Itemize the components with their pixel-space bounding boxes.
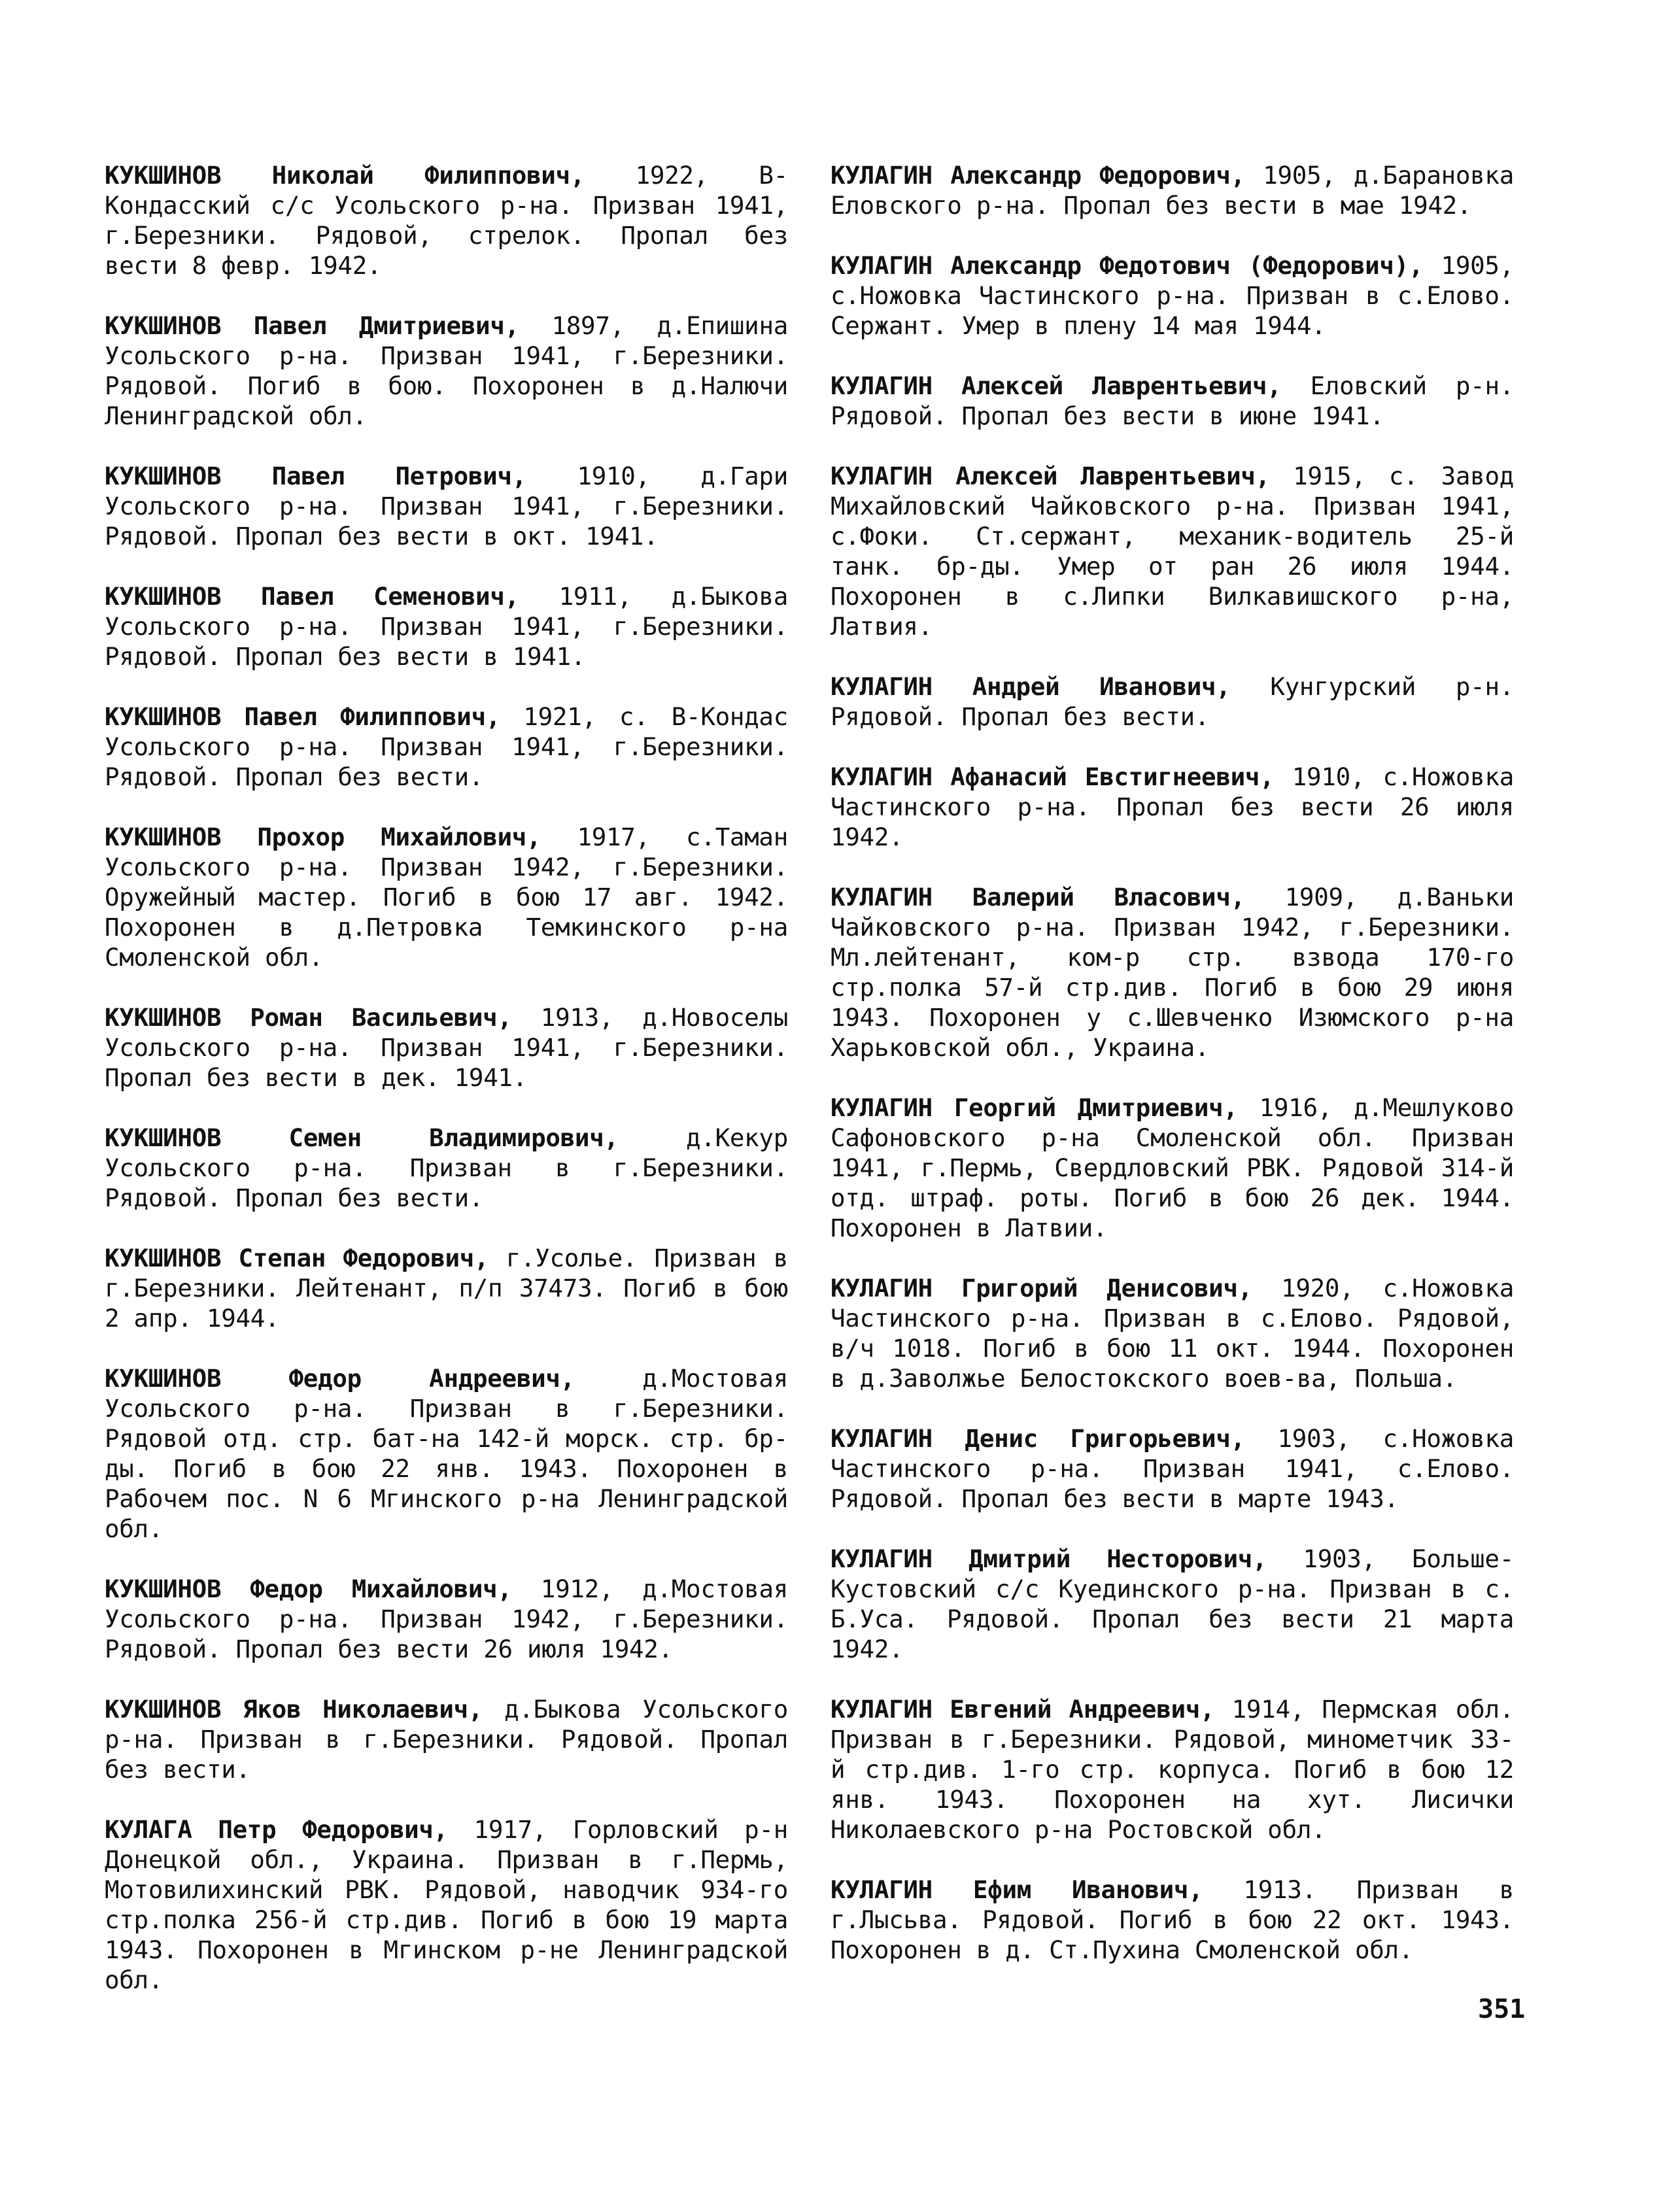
entry-text: 1910, с.Ножовка Частинского р-на. Пропал без вести 26 июля 1942. — [831, 762, 1514, 851]
entry-text: 1905, д.Барановка Еловского р-на. Пропал без вести в мае 1942. — [831, 161, 1514, 220]
entry-name: КУЛАГИН Александр Федотович (Федорович), — [831, 251, 1424, 280]
entry — [831, 762, 1514, 852]
entry — [105, 1243, 788, 1333]
right-column — [831, 160, 1514, 1995]
entry — [831, 672, 1514, 732]
entry-text: 1917, с.Таман Усольского р-на. Призван 1942, г.Березники. Оружейный мастер. Погиб в бою 17 авг. 1942. Похоронен в д.Петровка Темкинского р-на Смоленской обл. — [105, 823, 788, 972]
entry-name: КУКШИНОВ Степан Федорович, — [105, 1244, 489, 1272]
entry-text: Еловский р-н. Рядовой. Пропал без вести в июне 1941. — [831, 371, 1514, 430]
entry-text: 1903, с.Ножовка Частинского р-на. Призван 1941, с.Елово. Рядовой. Пропал без вести в марте 1943. — [831, 1424, 1515, 1513]
entry-text: г.Усолье. Призван в г.Березники. Лейтенант, п/п 37473. Погиб в бою 2 апр. 1944. — [105, 1244, 789, 1333]
entry-text: 1912, д.Мостовая Усольского р-на. Призван 1942, г.Березники. Рядовой. Пропал без вести 26 июля 1942. — [105, 1574, 788, 1663]
entry-text: д.Кекур Усольского р-на. Призван в г.Березники. Рядовой. Пропал без вести. — [105, 1123, 788, 1212]
entry-text: 1897, д.Епишина Усольского р-на. Призван 1941, г.Березники. Рядовой. Погиб в бою. Похоронен в д.Налючи Ленинградской обл. — [105, 311, 789, 430]
entry-name: КУКШИНОВ Павел Дмитриевич, — [105, 311, 519, 340]
entry — [831, 461, 1514, 641]
entry-name: КУЛАГИН Алексей Лаврентьевич, — [831, 462, 1270, 490]
entry — [105, 1814, 788, 1995]
entry-name: КУЛАГА Петр Федорович, — [105, 1815, 448, 1844]
entry-text: 1916, д.Мешлуково Сафоновского р-на Смоленской обл. Призван 1941, г.Пермь, Свердловский РВК. Рядовой 314-й отд. штраф. роты. Погиб в бою 26 дек. 1944. Похоронен в Латвии. — [831, 1093, 1514, 1242]
entry — [105, 1363, 788, 1544]
entry — [831, 882, 1514, 1063]
entry-name: КУКШИНОВ Федор Михайлович, — [105, 1574, 512, 1603]
entry-name: КУКШИНОВ Павел Семенович, — [105, 582, 519, 611]
entry-name: КУЛАГИН Григорий Денисович, — [831, 1274, 1253, 1302]
entry-text: 1910, д.Гари Усольского р-на. Призван 1941, г.Березники. Рядовой. Пропал без вести в окт. 1941. — [105, 462, 788, 551]
entry-name: КУЛАГИН Валерий Власович, — [831, 883, 1245, 911]
entry — [831, 1544, 1514, 1664]
entry — [105, 1574, 788, 1664]
entry — [831, 1423, 1514, 1514]
entry-name: КУКШИНОВ Николай Филиппович, — [105, 161, 585, 190]
entry-name: КУКШИНОВ Семен Владимирович, — [105, 1123, 619, 1152]
entry-name: КУКШИНОВ Павел Филиппович, — [105, 702, 501, 731]
entry-text: 1920, с.Ножовка Частинского р-на. Призван в с.Елово. Рядовой, в/ч 1018. Погиб в бою 11 окт. 1944. Похоронен в д.Заволжье Белостокского воев-ва, Польша. — [831, 1274, 1515, 1393]
entry-name: КУКШИНОВ Павел Петрович, — [105, 462, 527, 490]
entry — [831, 160, 1514, 220]
entry — [831, 1875, 1514, 1965]
entry — [105, 1694, 788, 1784]
entry — [105, 581, 788, 672]
entry-text: Кунгурский р-н. Рядовой. Пропал без вести. — [831, 672, 1514, 731]
entry-name: КУЛАГИН Денис Григорьевич, — [831, 1424, 1245, 1453]
entry-text: 1909, д.Ваньки Чайковского р-на. Призван 1942, г.Березники. Мл.лейтенант, ком-р стр. взвода 170-го стр.полка 57-й стр.див. Погиб в бою 29 июня 1943. Похоронен у с.Шевченко Изюмского р-на Харьковской обл., Украина. — [831, 883, 1514, 1062]
entry — [105, 822, 788, 972]
entry-text: 1913, д.Новоселы Усольского р-на. Призван 1941, г.Березники. Пропал без вести в дек. 1941. — [105, 1003, 788, 1092]
entry — [831, 1093, 1514, 1243]
entry-name: КУКШИНОВ Яков Николаевич, — [105, 1695, 483, 1724]
entry — [105, 1123, 788, 1213]
page-number: 351 — [1478, 1994, 1526, 2024]
entry-text: 1922, В-Кондасский с/с Усольского р-на. Призван 1941, г.Березники. Рядовой, стрелок. Пропал без вести 8 февр. 1942. — [105, 161, 788, 280]
entry-text: 1917, Горловский р-н Донецкой обл., Украина. Призван в г.Пермь, Мотовилихинский РВК. Рядовой, наводчик 934-го стр.полка 256-й стр.див. Погиб в бою 19 марта 1943. Похоронен в Мгинском р-не Ленинградской обл. — [105, 1815, 788, 1994]
entry-text: 1921, с. В-Кондас Усольского р-на. Призван 1941, г.Березники. Рядовой. Пропал без вести. — [105, 702, 788, 791]
entry — [105, 311, 788, 431]
entry-name: КУКШИНОВ Роман Васильевич, — [105, 1003, 512, 1032]
entry-name: КУЛАГИН Ефим Иванович, — [831, 1875, 1203, 1904]
entry-name: КУЛАГИН Афанасий Евстигнеевич, — [831, 762, 1275, 791]
entry — [105, 160, 788, 281]
entry — [831, 1273, 1514, 1393]
entry-name: КУЛАГИН Александр Федорович, — [831, 161, 1245, 190]
entry-text: 1905, с.Ножовка Частинского р-на. Призван в с.Елово. Сержант. Умер в плену 14 мая 1944. — [831, 251, 1514, 340]
entry-text: 1913. Призван в г.Лысьва. Рядовой. Погиб в бою 22 окт. 1943. Похоронен в д. Ст.Пухина Смоленской обл. — [831, 1875, 1514, 1964]
entry-text: д.Быкова Усольского р-на. Призван в г.Березники. Рядовой. Пропал без вести. — [105, 1695, 788, 1784]
left-column — [105, 160, 788, 2025]
entry-text: 1911, д.Быкова Усольского р-на. Призван 1941, г.Березники. Рядовой. Пропал без вести в 1941. — [105, 582, 788, 671]
entry — [105, 702, 788, 792]
entry — [831, 371, 1514, 431]
entry — [831, 250, 1514, 341]
entry-name: КУКШИНОВ Федор Андреевич, — [105, 1364, 575, 1393]
entry — [105, 461, 788, 551]
entry-text: 1914, Пермская обл. Призван в г.Березники. Рядовой, минометчик 33-й стр.див. 1-го стр. корпуса. Погиб в бою 12 янв. 1943. Похоронен на хут. Лисички Николаевского р-на Ростовской обл. — [831, 1695, 1515, 1844]
entry-name: КУЛАГИН Андрей Иванович, — [831, 672, 1231, 701]
entry-name: КУЛАГИН Евгений Андреевич, — [831, 1695, 1215, 1724]
entry-name: КУЛАГИН Дмитрий Несторович, — [831, 1544, 1267, 1573]
entry-text: 1915, с. Завод Михайловский Чайковского р-на. Призван 1941, с.Фоки. Ст.сержант, механик-водитель 25-й танк. бр-ды. Умер от ран 26 июля 1944. Похоронен в с.Липки Вилкавишского р-на, Латвия. — [831, 462, 1515, 641]
entry-name: КУЛАГИН Алексей Лаврентьевич, — [831, 371, 1282, 400]
entry-text: д.Мостовая Усольского р-на. Призван в г.Березники. Рядовой отд. стр. бат-на 142-й морск. стр. бр-ды. Погиб в бою 22 янв. 1943. Похоронен в Рабочем пос. N 6 Мгинского р-на Ленинградской обл. — [105, 1364, 788, 1543]
entry-name: КУКШИНОВ Прохор Михайлович, — [105, 823, 541, 851]
entry — [831, 1694, 1514, 1845]
entry — [105, 1002, 788, 1093]
entry-name: КУЛАГИН Георгий Дмитриевич, — [831, 1093, 1238, 1122]
entry-text: 1903, Больше-Кустовский с/с Куединского р-на. Призван в с. Б.Уса. Рядовой. Пропал без вести 21 марта 1942. — [831, 1544, 1514, 1663]
